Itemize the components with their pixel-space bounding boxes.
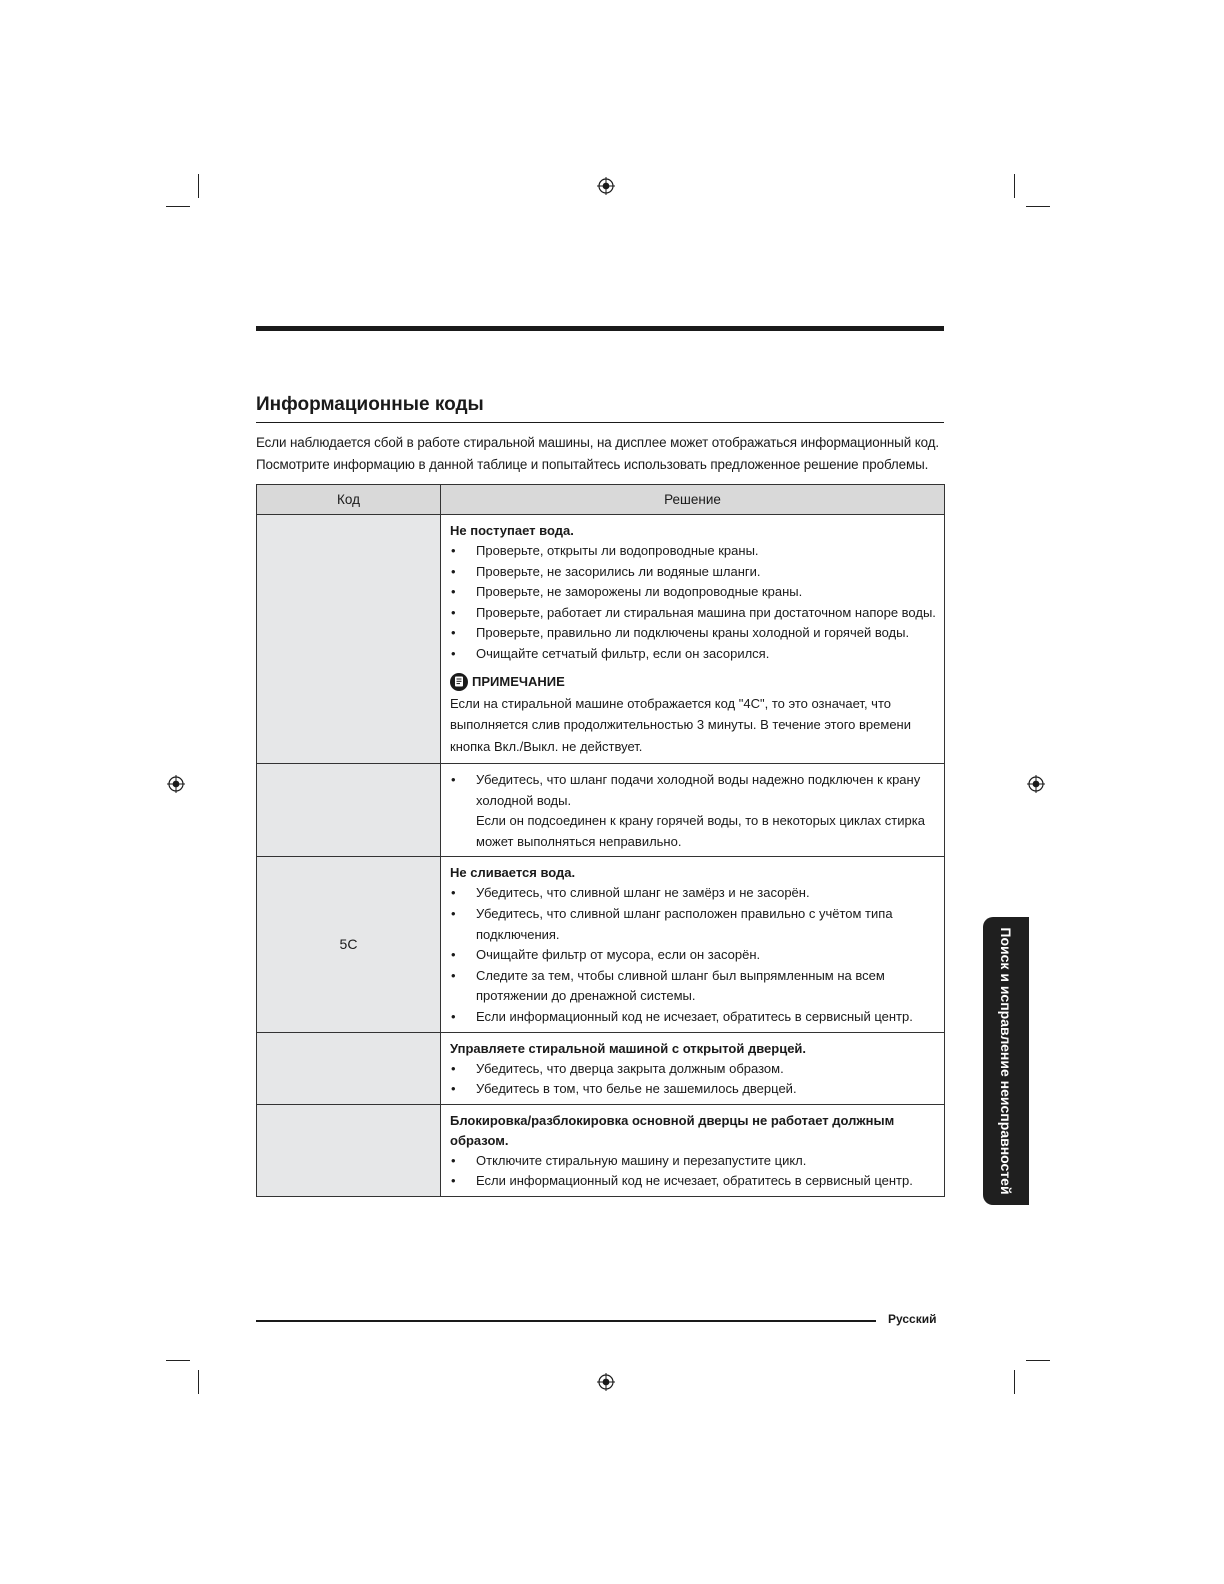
note-header (450, 671, 936, 693)
footer-language: Русский (888, 1312, 937, 1326)
code-cell (257, 764, 441, 857)
intro-text (256, 432, 956, 476)
problem-heading: Управляете стиральной машиной с открытой дверцей. (450, 1040, 807, 1056)
solution-cell (441, 515, 945, 764)
list-item: • Отключите стиральную машину и перезапустите цикл. (450, 1151, 936, 1172)
note-text: Если на стиральной машине отображается код "4C", то это означает, что выполняется слив продолжительностью 3 минуты. В течение этого времени кнопка Вкл./Выкл. не действует. (450, 695, 911, 754)
code-cell: 5C (257, 857, 441, 1032)
solution-cell (441, 857, 945, 1032)
solution-list (450, 1151, 936, 1192)
crop-mark (1014, 174, 1015, 198)
crop-mark (198, 1370, 199, 1394)
info-codes-table (256, 484, 945, 1197)
crop-mark (166, 1360, 190, 1361)
footer-rule (256, 1320, 876, 1322)
note-icon (450, 673, 468, 691)
solution-cell (441, 764, 945, 857)
list-item: • Если информационный код не исчезает, обратитесь в сервисный центр. (450, 1007, 936, 1028)
registration-mark-icon (1027, 775, 1045, 793)
solution-cell (441, 1104, 945, 1196)
section-side-tab (983, 917, 1029, 1205)
list-item: • Убедитесь, что шланг подачи холодной воды надежно подключен к крану холодной воды. (450, 770, 936, 811)
table-row (257, 764, 945, 857)
section-title: Информационные коды (256, 394, 944, 423)
list-item: Если он подсоединен к крану горячей воды, то в некоторых циклах стирка может выполняться неправильно. (476, 813, 925, 849)
list-item: • Очищайте сетчатый фильтр, если он засорился. (450, 644, 936, 665)
list-item: • Проверьте, правильно ли подключены краны холодной и горячей воды. (450, 623, 936, 644)
note-title: ПРИМЕЧАНИЕ (472, 673, 565, 689)
code-cell (257, 515, 441, 764)
registration-mark-icon (597, 177, 615, 195)
list-item: • Убедитесь в том, что белье не зашемилось дверцей. (450, 1079, 936, 1100)
crop-mark (166, 206, 190, 207)
code-cell (257, 1104, 441, 1196)
top-rule (256, 326, 944, 331)
table-row (257, 1032, 945, 1104)
table-row (257, 515, 945, 764)
solution-list (450, 770, 936, 852)
list-item: • Очищайте фильтр от мусора, если он засорён. (450, 945, 936, 966)
list-item: • Следите за тем, чтобы сливной шланг был выпрямленным на всем протяжении до дренажной системы. (450, 966, 936, 1007)
list-item: • Убедитесь, что дверца закрыта должным образом. (450, 1059, 936, 1080)
crop-mark (1026, 206, 1050, 207)
list-item: • Убедитесь, что сливной шланг расположен правильно с учётом типа подключения. (450, 904, 936, 945)
crop-mark (1026, 1360, 1050, 1361)
solution-list (450, 1059, 936, 1100)
list-item: • Проверьте, открыты ли водопроводные краны. (450, 541, 936, 562)
crop-mark (1014, 1370, 1015, 1394)
list-item: • Проверьте, не заморожены ли водопроводные краны. (450, 582, 936, 603)
problem-heading: Не сливается вода. (450, 865, 576, 881)
intro-line: Посмотрите информацию в данной таблице и попытайтесь использовать предложенное решение проблемы. (256, 457, 929, 472)
table-row (257, 857, 945, 1032)
crop-mark (198, 174, 199, 198)
list-item: • Убедитесь, что сливной шланг не замёрз и не засорён. (450, 883, 936, 904)
registration-mark-icon (167, 775, 185, 793)
table-row (257, 1104, 945, 1196)
intro-line: Если наблюдается сбой в работе стиральной машины, на дисплее может отображаться информационный код. (256, 435, 939, 450)
list-item: • Проверьте, работает ли стиральная машина при достаточном напоре воды. (450, 603, 936, 624)
problem-heading: Блокировка/разблокировка основной дверцы не работает должным образом. (450, 1112, 895, 1148)
solution-list (450, 883, 936, 1027)
solution-list (450, 541, 936, 665)
table-header-row (257, 485, 945, 515)
column-header-code: Код (257, 485, 441, 515)
column-header-solution: Решение (441, 485, 945, 515)
list-item: • Проверьте, не засорились ли водяные шланги. (450, 562, 936, 583)
code-cell (257, 1032, 441, 1104)
list-item: • Если информационный код не исчезает, обратитесь в сервисный центр. (450, 1171, 936, 1192)
problem-heading: Не поступает вода. (450, 523, 574, 538)
solution-cell (441, 1032, 945, 1104)
side-tab-label: Поиск и исправление неисправностей (998, 927, 1014, 1195)
registration-mark-icon (597, 1373, 615, 1391)
